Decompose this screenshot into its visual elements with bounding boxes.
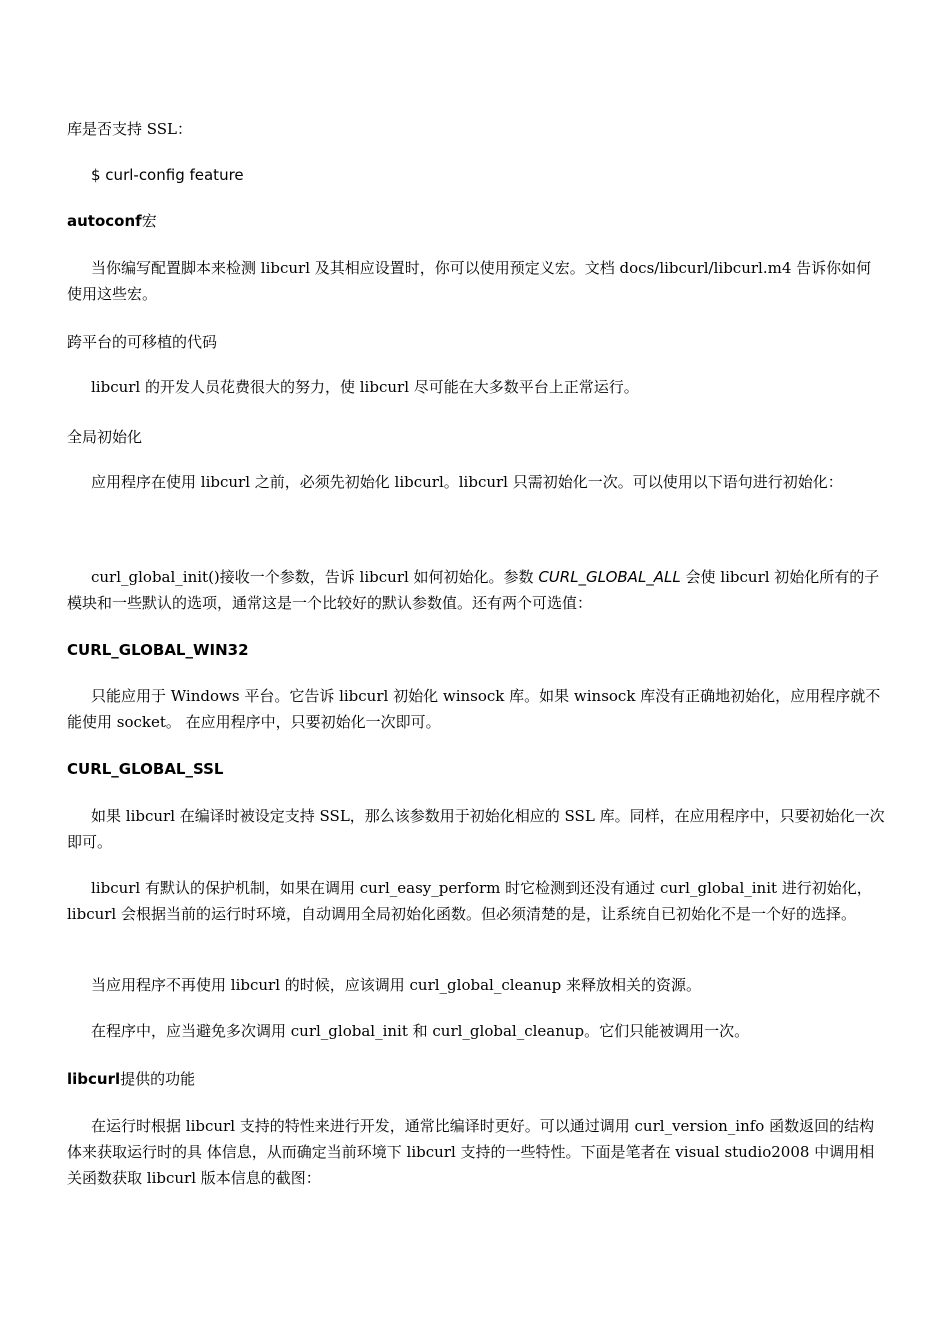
heading-global-win32 [67, 639, 885, 661]
text: 会使 libcurl 初始化所有的子模块和一些默认的选项，通常这是一个比较好的默认参数值。还有两个可选值： [67, 568, 880, 612]
paragraph-runtime-features [67, 1113, 885, 1191]
text: libcurl 的开发人员花费很大的努力，使 libcurl 尽可能在大多数平台上正常运行。 [91, 378, 639, 396]
heading-bold: libcurl [67, 1070, 121, 1088]
paragraph-global-init-param [67, 564, 885, 616]
heading-autoconf [67, 210, 885, 232]
paragraph-avoid-multiple [91, 1020, 885, 1042]
text: curl_global_init()接收一个参数，告诉 libcurl 如何初始化。参数 [91, 568, 539, 586]
paragraph-protection [67, 875, 885, 927]
paragraph-ssl [67, 803, 885, 855]
paragraph-autoconf [67, 255, 885, 307]
heading-global-init [67, 426, 885, 448]
heading-bold: CURL_GLOBAL_SSL [67, 760, 224, 778]
heading-libcurl-features [67, 1068, 885, 1090]
text: 应用程序在使用 libcurl 之前，必须先初始化 libcurl。libcurl 只需初始化一次。可以使用以下语句进行初始化： [91, 473, 843, 491]
heading-rest: 提供的功能 [120, 1070, 196, 1088]
text: libcurl 有默认的保护机制，如果在调用 curl_easy_perform 时它检测到还没有通过 curl_global_init 进行初始化，libcurl 会根据当前的运行时环境，自动调用全局初始化函数。但必须清楚的是，让系统自已初始化不是一个好的选择。 [67, 879, 872, 923]
text: 全局初始化 [67, 428, 143, 446]
paragraph-cleanup [91, 974, 885, 996]
code-curl-config [91, 164, 885, 186]
heading-portable-code [67, 331, 885, 353]
text: 库是否支持 SSL： [67, 120, 193, 138]
text: 在运行时根据 libcurl 支持的特性来进行开发，通常比编译时更好。可以通过调用 curl_version_info 函数返回的结构体来获取运行时的具 体信息，从而确定当前环境下 libcurl 支持的一些特性。下面是笔者在 visual studio2008 中调用相关函数获取 libcurl 版本信息的截图： [67, 1117, 875, 1187]
italic-term: CURL_GLOBAL_ALL [538, 568, 681, 586]
paragraph-ssl-support [67, 118, 885, 140]
text: $ curl-config feature [91, 166, 244, 184]
heading-global-ssl [67, 758, 885, 780]
text: 跨平台的可移植的代码 [67, 333, 218, 351]
paragraph-win32 [67, 683, 885, 735]
text: 如果 libcurl 在编译时被设定支持 SSL，那么该参数用于初始化相应的 SSL 库。同样，在应用程序中，只要初始化一次即可。 [67, 807, 885, 851]
text: 当应用程序不再使用 libcurl 的时候，应该调用 curl_global_cleanup 来释放相关的资源。 [91, 976, 702, 994]
heading-bold: autoconf [67, 212, 142, 230]
paragraph-portable [91, 376, 885, 398]
text: 在程序中，应当避免多次调用 curl_global_init 和 curl_global_cleanup。它们只能被调用一次。 [91, 1022, 750, 1040]
paragraph-init-once [91, 471, 885, 493]
text: 当你编写配置脚本来检测 libcurl 及其相应设置时，你可以使用预定义宏。文档 docs/libcurl/libcurl.m4 告诉你如何使用这些宏。 [67, 259, 872, 303]
heading-rest: 宏 [141, 212, 157, 230]
text: 只能应用于 Windows 平台。它告诉 libcurl 初始化 winsock 库。如果 winsock 库没有正确地初始化，应用程序就不能使用 socket。 在应用程序中，只要初始化一次即可。 [67, 687, 881, 731]
heading-bold: CURL_GLOBAL_WIN32 [67, 641, 249, 659]
